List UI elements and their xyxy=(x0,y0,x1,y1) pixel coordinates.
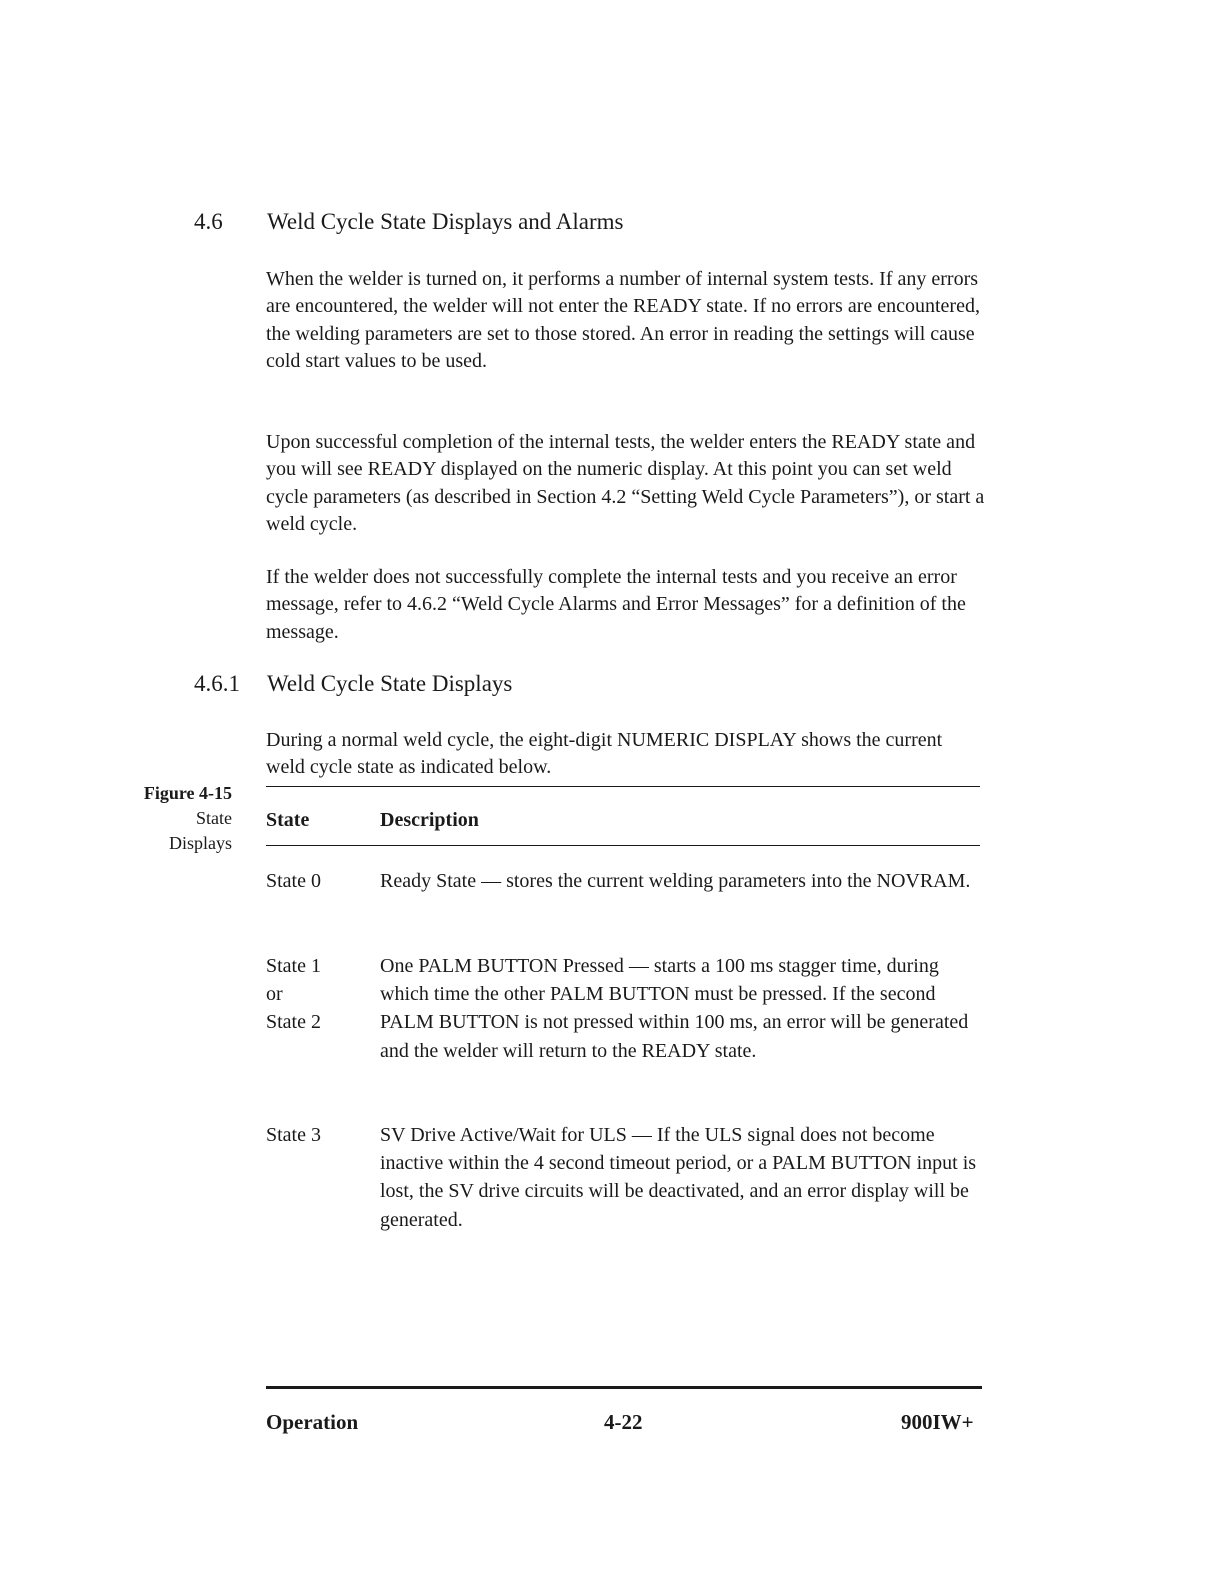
footer-page-number: 4-22 xyxy=(604,1410,643,1434)
figure-caption-line1: State xyxy=(196,808,232,828)
paragraph-error-message: If the welder does not successfully complete the internal tests and you receive an error message, refer to 4.6.2 “Weld Cycle Alarms and Error Messages” for a definition of the message. xyxy=(266,566,966,643)
table-header-rule xyxy=(266,845,980,846)
paragraph-intro: When the welder is turned on, it performs a number of internal system tests. If any errors are encountered, the welder will not enter the READY state. If no errors are encountered, the welding parameters are set to those stored. An error in reading the settings will cause cold start values to be used. xyxy=(266,268,980,372)
subsection-title: Weld Cycle State Displays xyxy=(267,671,513,696)
table-header-description: Description xyxy=(380,809,479,831)
table-cell-state: State 3 xyxy=(266,1124,321,1146)
table-top-rule xyxy=(266,786,980,787)
figure-caption xyxy=(120,781,232,856)
subsection-intro: During a normal weld cycle, the eight-digit NUMERIC DISPLAY shows the current weld cycle state as indicated below. xyxy=(266,729,943,779)
table-header-state: State xyxy=(266,809,310,831)
footer-product-name: 900IW+ xyxy=(901,1410,974,1434)
footer-rule xyxy=(266,1386,982,1389)
subsection-number: 4.6.1 xyxy=(194,671,240,696)
footer-section-name: Operation xyxy=(266,1410,359,1434)
figure-caption-line2: Displays xyxy=(169,833,232,853)
table-cell-description: Ready State — stores the current welding parameters into the NOVRAM. xyxy=(380,870,971,892)
paragraph-ready-state: Upon successful completion of the internal tests, the welder enters the READY state and you will see READY displayed on the numeric display. At this point you can set weld cycle parameters (as described in Section 4.2 “Setting Weld Cycle Parameters”), or start a weld cycle. xyxy=(266,431,985,535)
section-number: 4.6 xyxy=(194,209,223,234)
table-cell-state: State 0 xyxy=(266,870,321,892)
section-title: Weld Cycle State Displays and Alarms xyxy=(267,209,624,234)
figure-label: Figure 4-15 xyxy=(143,783,232,803)
table-cell-description: One PALM BUTTON Pressed — starts a 100 ms stagger time, during which time the other PALM BUTTON must be pressed. If the second PALM BUTTON is not pressed within 100 ms, an error will be generated and the welder will return to the READY state. xyxy=(380,955,969,1062)
table-cell-state: State 1 or State 2 xyxy=(266,955,321,1034)
table-cell-description: SV Drive Active/Wait for ULS — If the ULS signal does not become inactive within the 4 second timeout period, or a PALM BUTTON input is lost, the SV drive circuits will be deactivated, and an error display will be generated. xyxy=(380,1124,977,1231)
